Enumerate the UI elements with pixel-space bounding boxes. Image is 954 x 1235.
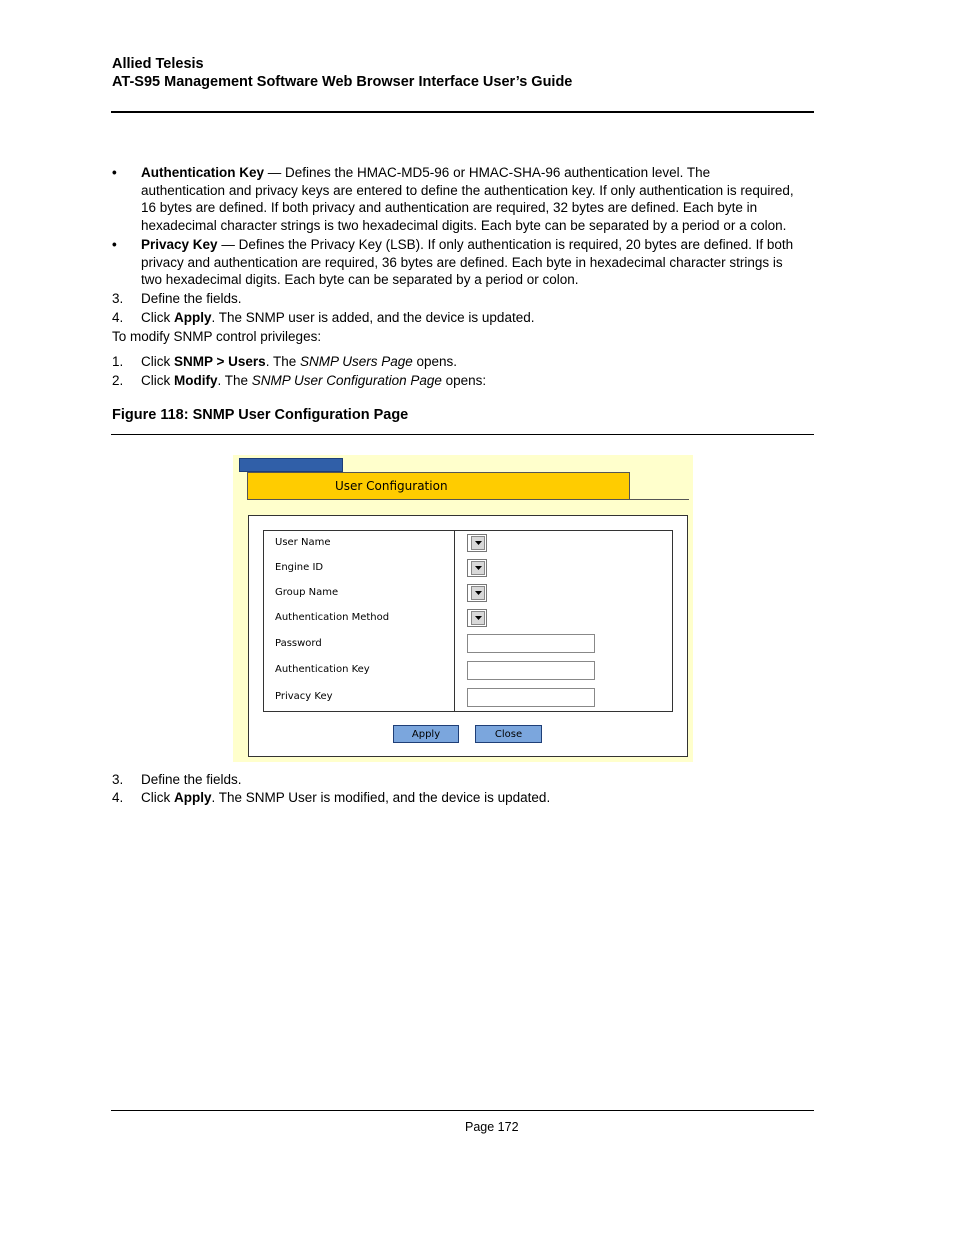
- line: authentication and privacy keys are entered to define the authentication key. If only authentication is required,: [141, 182, 794, 198]
- chevron-down-icon[interactable]: [471, 536, 485, 550]
- step-text: [141, 789, 816, 807]
- label-group-name: Group Name: [275, 587, 339, 598]
- step-num: 4.: [112, 790, 124, 805]
- text: . The: [217, 373, 252, 388]
- chevron-down-icon[interactable]: [471, 561, 485, 575]
- step-text: Define the fields.: [141, 772, 242, 787]
- text: Click: [141, 310, 174, 325]
- step-num: 2.: [112, 373, 124, 388]
- auth-method-select[interactable]: [467, 609, 487, 627]
- text: opens:: [441, 373, 487, 388]
- text: Apply: [174, 790, 212, 805]
- line: hexadecimal character strings is two hexadecimal digits. Each byte can be separated by a period or a colon.: [141, 217, 787, 233]
- text: . The: [265, 354, 300, 369]
- text: . The SNMP user is added, and the device is updated.: [211, 310, 535, 325]
- company-name: Allied Telesis: [112, 56, 204, 72]
- modify-intro: To modify SNMP control privileges:: [112, 329, 322, 344]
- bullet-privacy-key: [141, 236, 816, 289]
- password-input[interactable]: [467, 634, 595, 653]
- label-auth-key: Authentication Key: [275, 664, 370, 675]
- step-num: 3.: [112, 291, 124, 306]
- text: . The SNMP User is modified, and the device is updated.: [211, 790, 551, 805]
- close-button[interactable]: Close: [475, 725, 542, 743]
- user-name-select[interactable]: [467, 534, 487, 552]
- line: — Defines the HMAC-MD5-96 or HMAC-SHA-96 authentication level. The: [264, 165, 711, 180]
- step-num: 1.: [112, 354, 124, 369]
- auth-key-input[interactable]: [467, 661, 595, 680]
- text: Apply: [174, 310, 212, 325]
- caption-rule: [111, 434, 814, 435]
- text: SNMP > Users: [174, 354, 266, 369]
- bullet-dot: •: [112, 237, 117, 252]
- figure-caption: Figure 118: SNMP User Configuration Page: [112, 407, 409, 423]
- line: — Defines the Privacy Key (LSB). If only authentication is required, 20 bytes are defined. If both: [217, 237, 794, 252]
- page-number: Page 172: [465, 1120, 519, 1134]
- footer-rule: [111, 1110, 814, 1111]
- header-rule: [111, 111, 814, 113]
- text: Click: [141, 354, 174, 369]
- chevron-down-icon[interactable]: [471, 611, 485, 625]
- text: SNMP Users Page: [299, 354, 413, 369]
- bullet-auth-key: [141, 164, 816, 234]
- term: Authentication Key: [141, 165, 265, 180]
- text: Click: [141, 790, 174, 805]
- engine-id-select[interactable]: [467, 559, 487, 577]
- step-text: [141, 372, 816, 390]
- label-privacy-key: Privacy Key: [275, 691, 333, 702]
- step-text: [141, 309, 816, 327]
- text: SNMP User Configuration Page: [251, 373, 442, 388]
- step-num: 3.: [112, 772, 124, 787]
- label-password: Password: [275, 638, 322, 649]
- line: privacy and authentication are required, 36 bytes are defined. Each byte in hexadecimal character strings is: [141, 254, 783, 270]
- nav-tab[interactable]: [239, 458, 343, 472]
- label-auth-method: Authentication Method: [275, 612, 390, 623]
- guide-title: AT-S95 Management Software Web Browser Interface User’s Guide: [112, 74, 573, 90]
- term: Privacy Key: [141, 237, 218, 252]
- line: two hexadecimal digits. Each byte can be separated by a period or colon.: [141, 272, 579, 287]
- title-rule: [630, 499, 689, 500]
- step-text: Define the fields.: [141, 291, 242, 306]
- privacy-key-input[interactable]: [467, 688, 595, 707]
- bullet-dot: •: [112, 165, 117, 180]
- step-num: 4.: [112, 310, 124, 325]
- apply-button[interactable]: Apply: [393, 725, 459, 743]
- group-name-select[interactable]: [467, 584, 487, 602]
- text: opens.: [412, 354, 458, 369]
- step-text: [141, 353, 816, 371]
- chevron-down-icon[interactable]: [471, 586, 485, 600]
- text: Modify: [174, 373, 218, 388]
- line: 16 bytes are defined. If both privacy and authentication are required, 32 bytes are defined. Each byte in: [141, 200, 758, 215]
- label-user-name: User Name: [275, 537, 331, 548]
- fields-divider: [454, 530, 455, 712]
- config-title: User Configuration: [335, 479, 448, 493]
- label-engine-id: Engine ID: [275, 562, 324, 573]
- text: Click: [141, 373, 174, 388]
